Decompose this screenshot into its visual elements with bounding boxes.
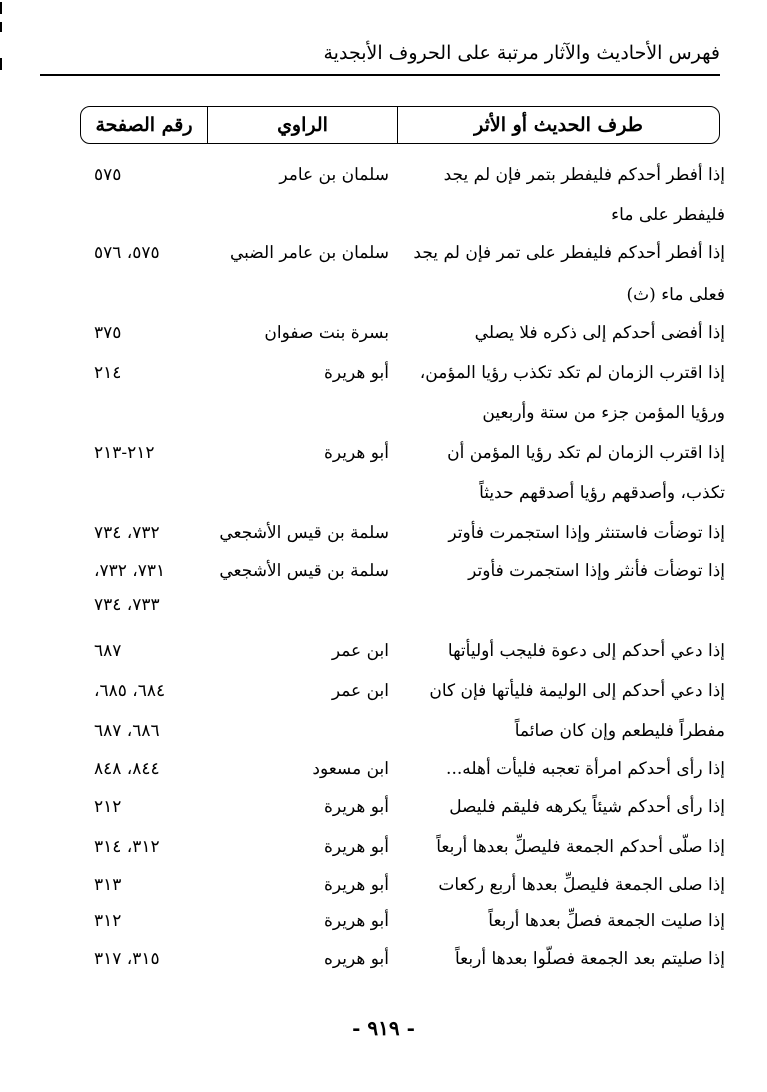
table-row (0, 238, 767, 268)
narrator: ابن عمر (331, 681, 389, 701)
hadith-text: إذا توضأت فأنثر وإذا استجمرت فأوتر (468, 561, 725, 581)
page-ref: ٣١٥، ٣١٧ (94, 949, 160, 969)
narrator: أبو هريرة (323, 911, 389, 931)
table-row (0, 556, 767, 586)
table-row (0, 200, 767, 230)
hadith-text: إذا رأى أحدكم امرأة تعجبه فليأت أهله... (446, 759, 725, 779)
table-row (0, 716, 767, 746)
hadith-text: إذا صلى الجمعة فليصلِّ بعدها أربع ركعات (438, 875, 725, 895)
narrator: أبو هريرة (323, 875, 389, 895)
page-ref: ٣٧٥ (94, 323, 122, 343)
hadith-text: إذا صلّى أحدكم الجمعة فليصلِّ بعدها أربعاً (436, 837, 725, 857)
hadith-text: ورؤيا المؤمن جزء من ستة وأربعين (482, 403, 725, 423)
table-row (0, 676, 767, 706)
hadith-text: إذا صليت الجمعة فصلِّ بعدها أربعاً (488, 911, 725, 931)
page-ref: ٥٧٥، ٥٧٦ (94, 243, 160, 263)
narrator: أبو هريرة (323, 837, 389, 857)
column-header-text: طرف الحديث أو الأثر (397, 107, 719, 143)
scan-edge-marks (0, 0, 4, 80)
page-ref: ٦٨٦، ٦٨٧ (94, 721, 160, 741)
narrator: سلمان بن عامر الضبي (229, 243, 389, 263)
hadith-text: إذا اقترب الزمان لم تكد تكذب رؤيا المؤمن، (419, 363, 725, 383)
page-ref: ٧٣٢، ٧٣٤ (94, 523, 160, 543)
table-row (0, 870, 767, 900)
page-ref: ٣١٢ (94, 911, 122, 931)
page-ref: ٧٣٣، ٧٣٤ (94, 595, 160, 615)
narrator: أبو هريرة (323, 797, 389, 817)
narrator: أبو هريره (323, 949, 389, 969)
hadith-text: إذا أفضى أحدكم إلى ذكره فلا يصلي (474, 323, 725, 343)
narrator: سلمة بن قيس الأشجعي (219, 561, 389, 581)
hadith-text: مفطراً فليطعم وإن كان صائماً (514, 721, 725, 741)
table-row (0, 160, 767, 190)
table-row (0, 518, 767, 548)
page-ref: ٨٤٤، ٨٤٨ (94, 759, 160, 779)
hadith-text: فعلى ماء (ث) (626, 285, 725, 305)
page-ref: ٢١٤ (94, 363, 122, 383)
page-ref: ٦٨٧ (94, 641, 122, 661)
table-row (0, 318, 767, 348)
page-ref: ٥٧٥ (94, 165, 122, 185)
hadith-text: إذا أفطر أحدكم فليفطر على تمر فإن لم يجد (413, 243, 725, 263)
column-header-narrator: الراوي (207, 107, 397, 143)
column-header-page: رقم الصفحة (95, 114, 193, 136)
narrator: بسرة بنت صفوان (264, 323, 389, 343)
page-ref: ٧٣١، ٧٣٢، (94, 561, 166, 581)
hadith-text: إذا صليتم بعد الجمعة فصلّوا بعدها أربعاً (455, 949, 725, 969)
table-row (0, 832, 767, 862)
hadith-text: تكذب، وأصدقهم رؤيا أصدقهم حديثاً (479, 483, 725, 503)
page-ref: ٢١٢ (94, 797, 122, 817)
table-row (0, 944, 767, 974)
table-row (0, 478, 767, 508)
hadith-text: إذا رأى أحدكم شيئاً يكرهه فليقم فليصل (449, 797, 725, 817)
page-number: - ٩١٩ - (352, 1016, 415, 1040)
table-row (0, 280, 767, 310)
hadith-text: إذا دعي أحدكم إلى الوليمة فليأتها فإن كان (429, 681, 725, 701)
table-row (0, 358, 767, 388)
table-row (0, 906, 767, 936)
table-row (0, 792, 767, 822)
hadith-text: إذا اقترب الزمان لم تكد رؤيا المؤمن أن (447, 443, 725, 463)
narrator: ابن مسعود (312, 759, 389, 779)
table-row (0, 398, 767, 428)
hadith-text: إذا دعي أحدكم إلى دعوة فليجب أوليأتها (447, 641, 725, 661)
narrator: أبو هريرة (323, 443, 389, 463)
page-ref: ٣١٣ (94, 875, 122, 895)
table-row (0, 754, 767, 784)
page-ref: ٦٨٤، ٦٨٥، (94, 681, 166, 701)
page-ref: ٣١٢، ٣١٤ (94, 837, 160, 857)
narrator: أبو هريرة (323, 363, 389, 383)
header-rule (40, 74, 720, 76)
narrator: سلمة بن قيس الأشجعي (219, 523, 389, 543)
column-header-row (80, 106, 720, 144)
table-row (0, 636, 767, 666)
narrator: سلمان بن عامر (279, 165, 389, 185)
running-header: فهرس الأحاديث والآثار مرتبة على الحروف الأبجدية (323, 42, 720, 64)
table-row (0, 590, 767, 620)
hadith-text: فليفطر على ماء (611, 205, 725, 225)
hadith-text: إذا توضأت فاستنثر وإذا استجمرت فأوتر (448, 523, 725, 543)
narrator: ابن عمر (331, 641, 389, 661)
table-row (0, 438, 767, 468)
page-ref: ٢١٢-٢١٣ (94, 443, 155, 463)
hadith-text: إذا أفطر أحدكم فليفطر بتمر فإن لم يجد (443, 165, 725, 185)
